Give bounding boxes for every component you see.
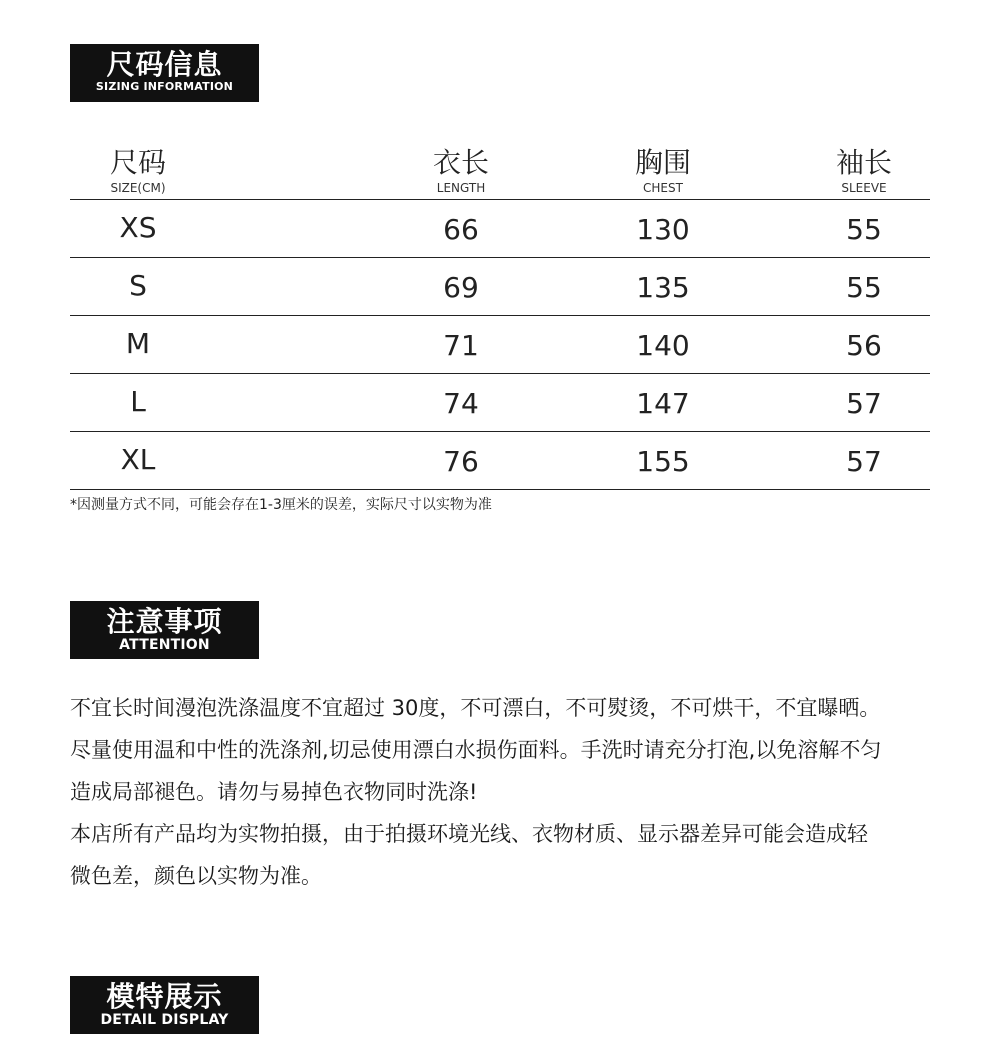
cell-size: XL [120,443,156,476]
cell-sleeve: 57 [846,387,882,420]
cell-sleeve: 57 [846,445,882,478]
header-size-zh: 尺码 [109,146,166,179]
cell-chest: 140 [636,329,690,362]
detail-display-subtitle: DETAIL DISPLAY [100,1012,229,1028]
cell-chest: 147 [636,387,690,420]
sizing-info-subtitle: SIZING INFORMATION [95,80,234,93]
sizing-info-badge [70,44,259,102]
cell-size: S [129,269,147,302]
cell-size: L [130,385,146,418]
header-size [38,145,238,195]
table-row [70,374,930,432]
cell-size: XS [119,211,157,244]
table-row [70,258,930,316]
attention-title: 注意事项 [106,605,223,638]
detail-display-title: 模特展示 [106,980,223,1013]
attention-text [70,687,940,897]
cell-sleeve: 55 [846,213,882,246]
table-row [70,200,930,258]
cell-length: 76 [443,445,479,478]
size-table-header [70,145,930,200]
detail-display-badge [70,976,259,1034]
cell-chest: 155 [636,445,690,478]
sizing-info-title: 尺码信息 [106,48,223,81]
attention-line: 不宜长时间漫泡洗涤温度不宜超过 30度，不可漂白，不可熨烫，不可烘干，不宜曝晒。 [70,696,881,720]
cell-chest: 135 [636,271,690,304]
cell-length: 69 [443,271,479,304]
header-sleeve-zh: 袖长 [835,146,892,179]
attention-line: 微色差，颜色以实物为准。 [70,864,322,888]
cell-chest: 130 [636,213,690,246]
cell-sleeve: 55 [846,271,882,304]
measurement-note: *因测量方式不同，可能会存在1-3厘米的误差，实际尺寸以实物为准 [70,497,492,513]
attention-line: 本店所有产品均为实物拍摄，由于拍摄环境光线、衣物材质、显示器差异可能会造成轻 [70,822,868,846]
cell-length: 66 [443,213,479,246]
header-sleeve [764,145,964,195]
size-table [70,145,930,490]
header-length [361,145,561,195]
attention-subtitle: ATTENTION [119,637,210,653]
header-chest-zh: 胸围 [634,146,691,179]
header-chest-en: CHEST [643,181,683,195]
cell-size: M [125,327,151,360]
header-length-zh: 衣长 [432,146,489,179]
attention-line: 造成局部褪色。请勿与易掉色衣物同时洗涤! [70,780,478,804]
header-length-en: LENGTH [436,181,486,195]
header-sleeve-en: SLEEVE [841,181,887,195]
header-chest [563,145,763,195]
table-row [70,432,930,490]
cell-length: 71 [443,329,479,362]
cell-length: 74 [443,387,479,420]
header-size-en: SIZE(CM) [110,181,166,195]
table-row [70,316,930,374]
attention-badge [70,601,259,659]
cell-sleeve: 56 [846,329,882,362]
attention-line: 尽量使用温和中性的洗涤剂,切忌使用漂白水损伤面料。手洗时请充分打泡,以免溶解不匀 [70,738,882,762]
